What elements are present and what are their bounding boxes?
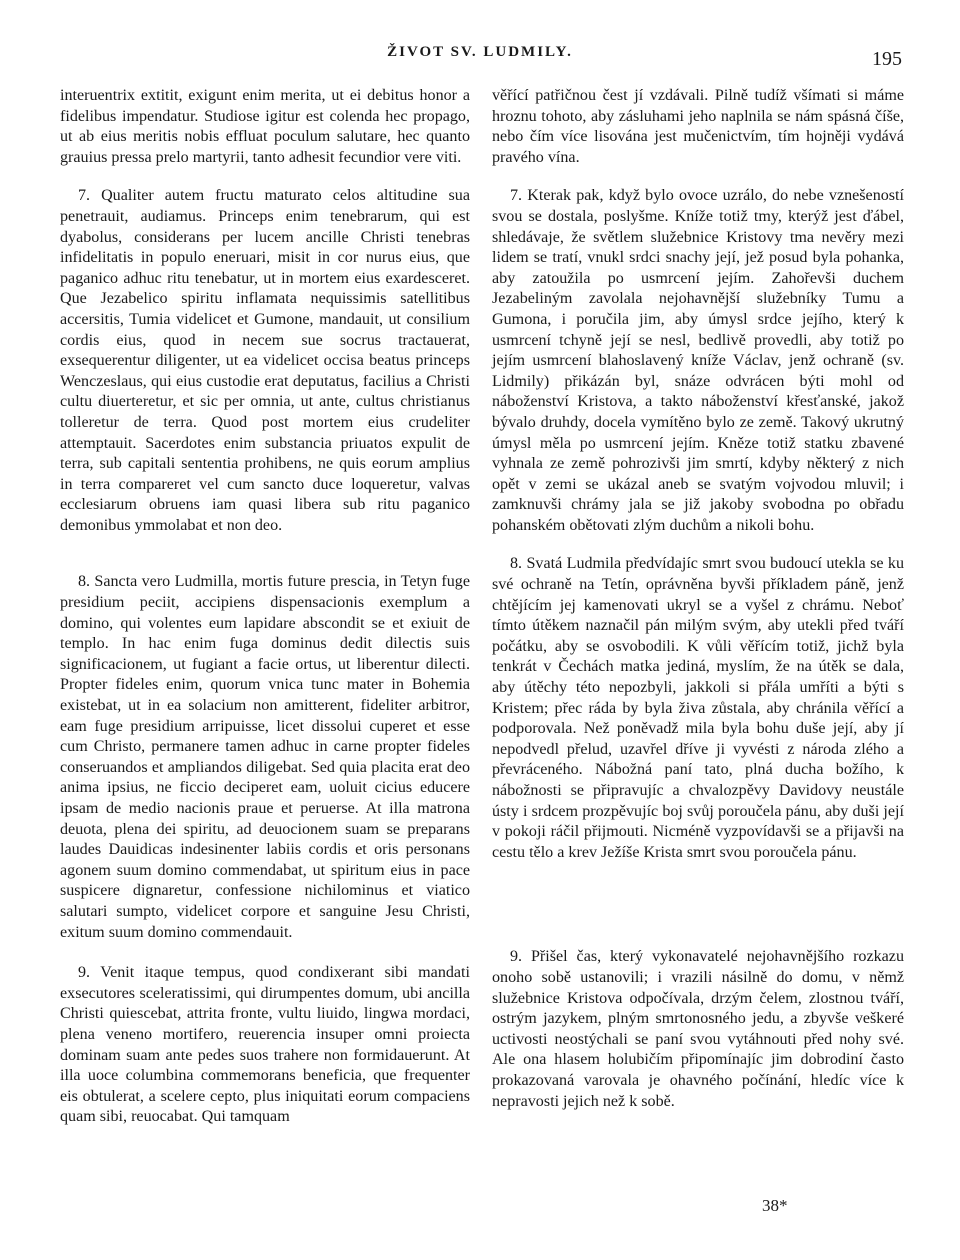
latin-section-9: 9. Venit itaque tempus, quod condixerant sibi mandati exsecutores sceleratissimi, qui dirumpentes domum, ubi ancilla Christi quiescebat, attrita fronte, vultu liuido, lingwa mordaci, plena veneno mortifero, reuerencia insuper omni proiecta dominam suam ante pedes suos trahere non formidauerunt. At illa uoce columbina commemorans beneficia, que frequenter eis obtulerat, a scelere cepto, plus iniquitati eorum compaciens quam sibi, reuocabat. Qui tamquam [60, 964, 470, 1126]
running-title: ŽIVOT SV. LUDMILY. [387, 44, 573, 60]
signature-mark: 38* [762, 1196, 788, 1215]
czech-section-9: 9. Přišel čas, který vykonavatelé nejohavnějšího rozkazu onoho sobě ustanovili; i vrazili násilně do domu, v němž služebnice Kristova odpočívala, drzým čelem, zlostnou tváří, ostrým jazykem, plným smrtonosného jedu, a zbyvše veškeré uctivosti neostýchali se paní svou vytáhnouti před nohy své. Ale ona hlasem holubičím připomínajíc jim dobrodiní často prokazovaná varovala je ohavného počínání, hledíc více k nepravosti jejich než k sobě. [492, 948, 904, 1110]
czech-paragraph-continued: věřící patřičnou čest jí vzdávali. Pilně tudíž všímati si máme hroznu tohoto, aby zásluhami jeho naplnila se nám spásná číše, nebo čím více lisována jest mučenictvím, tím hojněji vydává pravého vína. [492, 87, 904, 166]
czech-section-7: 7. Kterak pak, když bylo ovoce uzrálo, do nebe vznešeností svou se dostala, poslyšme. Kníže totiž tmy, kterýž jest ďábel, shledávaje, že světlem služebnice Kristovy tma nevěry mezi lidem se tratí, vnukl srdci snachy její, jež posud byla pohanka, aby zatoužila po usmrcení jejím. Zahořevši duchem Jezabeliným zavolala nejohavnější služebníky Tumu a Gumona, i poručila jim, aby úmysl srdce jejího, který k usmrcení tchyně její se nesl, bedlivě provedli, aby totiž po jejím usmrcení blahoslavený kníže Václav, jenž ochraně (sv. Lidmily) přikázán byl, snáze odvrácen býti mohl od náboženství Kristova, a takto náboženství křesťanské, jakož bývalo druhdy, docela vymítěno bylo ze země. Takový ukrutný úmysl měla po usmrcení jejím. Kněze totiž statku zbavené vyhnala ze země pohrozivši jim smrtí, kdyby některý z nich opět v zemi se ukázal aneb se svatým vojvodou mluvil; i zamknuvši chrámy jala se již jakoby svobodna po obřadu pohanském obětovati zlým duchům a nikoli bohu. [492, 187, 904, 534]
latin-paragraph-continued: interuentrix extitit, exigunt enim merita, ut ei debitus honor a fidelibus impendatur. Studiose igitur est colenda hec propago, ut ab eius meritis nobis effluat poculum salutare, hec quanto grauius pressa prelo martyrii, tanto adhesit fecundior vere viti. [60, 87, 470, 166]
latin-column [60, 86, 470, 1128]
latin-section-8: 8. Sancta vero Ludmilla, mortis future prescia, in Tetyn fuge presidium peciit, accipiens dispensacionis exemplum a domino, qui volentes eum lapidare abscondit se et exiuit de templo. In hac enim fuga dominus dedit dilectis suis significacionem, ut fugiant a facie ortus, ut liberentur dilecti. Propter fideles enim, quorum vnica tunc mater in Bohemia existebat, ut in ea solacium non amitterent, fideliter arbitror, eam fuge presidium arripuisse, licet dissolui cuperet et esse cum Christo, permanere tamen adhuc in carne propter fideles conseruandos et ampliandos diligebat. Sed quia placita erat deo anima ipsius, ne ficcio deciperet eam, uoluit cicius educere ipsam de medio nacionis praue et peruerse. At illa matrona deuota, plena dei spiritu, ad deuocionem suam se preparans laudes Dauidicas indesinenter labiis cordis et oris personans agonem suum domino commendabat, ut spiritum eius in pace suspicere dignaretur, confessione nichilominus et viatico salutari sumpto, videlicet corpore et sanguine Jesu Christi, exitum suum domino commendauit. [60, 573, 470, 941]
czech-section-8: 8. Svatá Ludmila předvídajíc smrt svou budoucí utekla se ku své ochraně na Tetín, oprávněna byvši příkladem páně, jenž chtějícím jej kamenovati ukryl se a vyšel z chrámu. Neboť tímto útěkem naznačil pán milým svým, aby utekli před tváří počátku, aby se osvobodili. K vůli věřícím totiž, jichž byla tenkrát v Čechách matka jediná, myslím, že na útěk se dala, aby útěchy této nepozbyli, jakkoli si přála umříti a býti s Kristem; přec ráda by byla živa zůstala, aby chránila věřící a podporovala. Než poněvadž mila byla bohu duše její, aby jí nepodvedl přelud, uzavřel dříve ji vyvésti z národa zlého a převráceného. Nábožná paní tato, plná ducha božího, k nábožnosti se připravujíc a chvalozpěvy Davidovy neustále ústy i srdcem prozpěvujíc boj svůj poroučela pánu, aby duši její v pokoji ráčil přijmouti. Nicméně vyzpovídavši se a přijavši na cestu tělo a krev Ježíše Krista smrt svou poroučela pánu. [492, 555, 904, 861]
page-number: 195 [872, 48, 902, 70]
latin-section-7: 7. Qualiter autem fructu maturato celos altitudine sua penetrauit, audiamus. Princeps enim tenebrarum, qui est dyabolus, considerans per lucem ancille Christi tenebras infidelitatis in populo eneruari, misit in cor nurus eius, que paganico adhuc ritu tenebatur, ut in mortem eius exardesceret. Que Jezabelico spiritu inflamata nequissimis satellitibus accersitis, Tumia videlicet et Gumone, mandauit, ut consilium cordis eius, quod in necem sue socrus tractauerat, exsequerentur diligenter, ut ea videlicet occisa beatus princeps Wenczeslaus, qui eius custodie erat deputatus, facilius a Christi cultu diuerteretur, et sic per omnia, ut ante, cultus christianus tolleretur de terra. Quod post mortem eius crudeliter attemptauit. Sacerdotes enim substancia priuatos expulit de terra, sub capitali sententia prohibens, ne quis eorum amplius in terra compareret vel cum sancto duce loqueretur, valvas ecclesiarum obruens iam quasi libera sub ritu paganico demonibus ymmolabat et non deo. [60, 187, 470, 534]
czech-column [492, 86, 904, 1112]
